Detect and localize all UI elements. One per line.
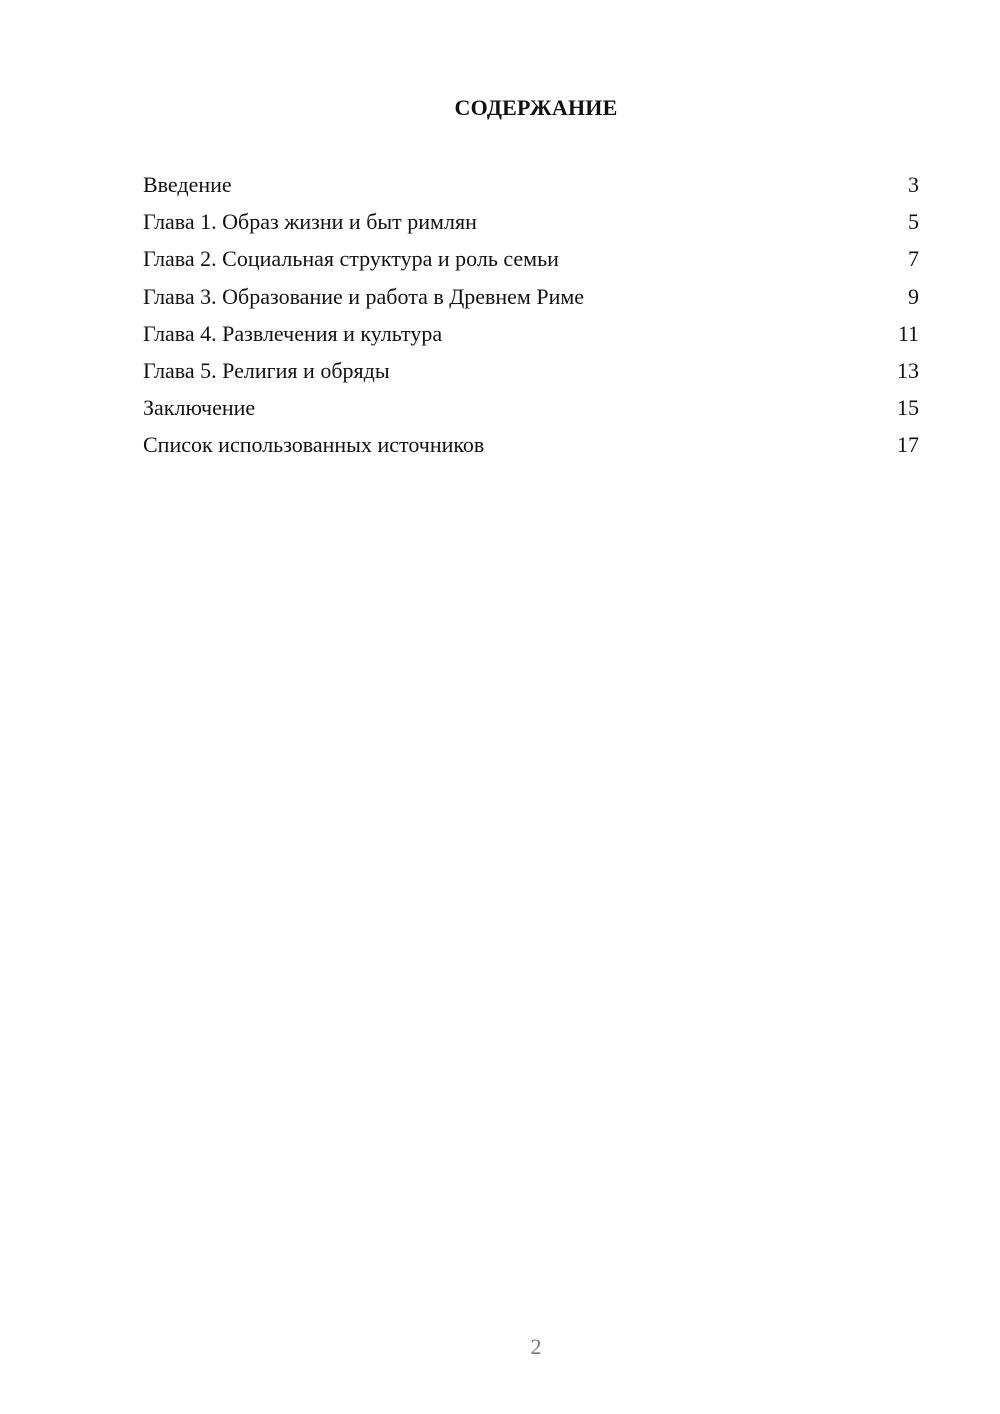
toc-item-chapter-2 <box>143 244 919 281</box>
toc-item-introduction <box>143 170 919 207</box>
toc-item-page: 17 <box>897 432 919 458</box>
toc-item-label: Глава 5. Религия и обряды <box>143 357 390 383</box>
toc-item-page: 9 <box>908 283 919 309</box>
toc-item-page: 15 <box>897 395 919 421</box>
toc-item-chapter-5 <box>143 356 919 393</box>
toc-item-conclusion <box>143 393 919 430</box>
toc-item-chapter-4 <box>143 319 919 356</box>
toc-item-page: 7 <box>908 246 919 272</box>
toc-item-chapter-1 <box>143 207 919 244</box>
toc-item-label: Глава 4. Развлечения и культура <box>143 320 443 346</box>
table-of-contents <box>143 170 919 468</box>
toc-item-page: 11 <box>897 320 919 346</box>
toc-item-label: Глава 2. Социальная структура и роль семьи <box>143 246 559 272</box>
toc-item-page: 3 <box>908 172 919 197</box>
toc-title: СОДЕРЖАНИЕ <box>454 95 618 120</box>
toc-item-label: Список использованных источников <box>143 432 485 458</box>
toc-item-chapter-3 <box>143 282 919 319</box>
toc-item-label: Введение <box>143 172 232 197</box>
toc-item-label: Глава 3. Образование и работа в Древнем Риме <box>143 283 585 309</box>
toc-item-page: 13 <box>897 357 919 383</box>
toc-item-page: 5 <box>908 209 919 235</box>
toc-item-label: Заключение <box>143 395 256 421</box>
toc-item-references <box>143 430 919 467</box>
toc-item-label: Глава 1. Образ жизни и быт римлян <box>143 209 477 235</box>
page-number: 2 <box>530 1334 542 1359</box>
